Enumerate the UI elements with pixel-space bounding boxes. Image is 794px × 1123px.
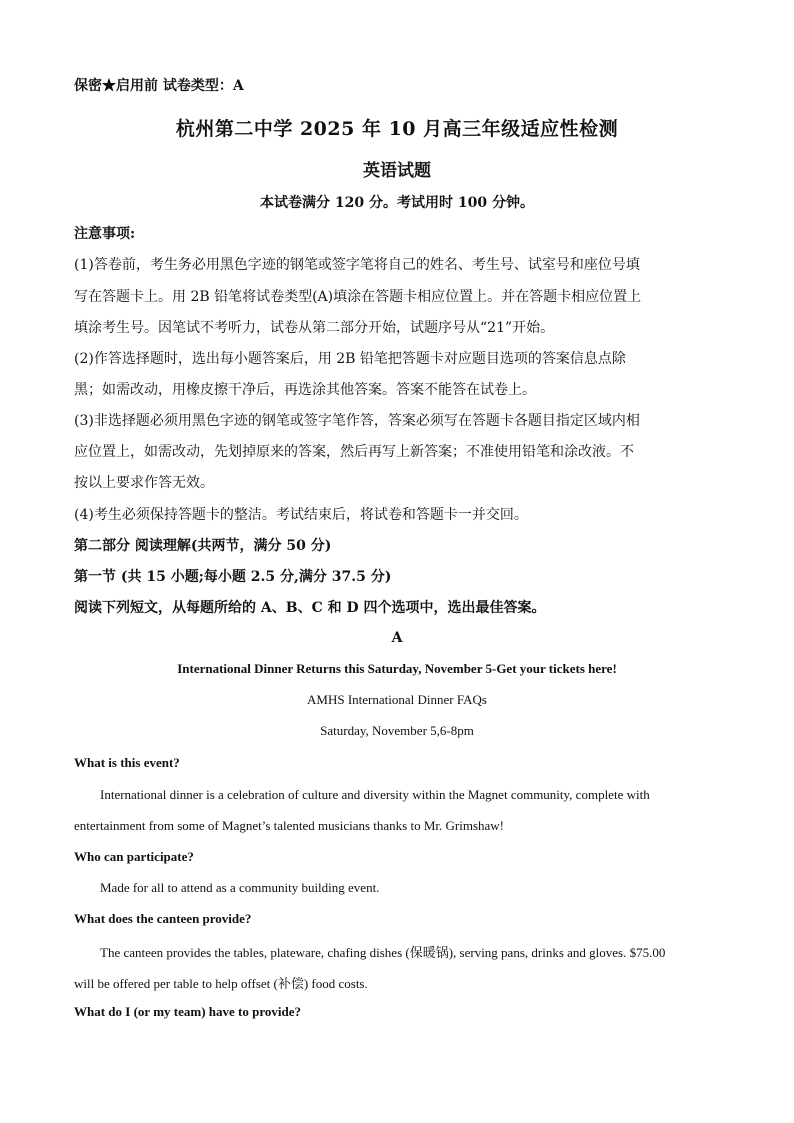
confidential-label: 保密★启用前 试卷类型：A	[74, 78, 244, 94]
exam-title: 杭州第二中学 2025 年 10 月高三年级适应性检测	[175, 118, 619, 140]
faq-answer-line: The canteen provides the tables, plateware, chafing dishes (保暖锅), serving pans, drinks and gloves. $75.00	[100, 945, 666, 960]
passage-label: A	[391, 630, 403, 646]
notes-line: 按以上要求作答无效。	[74, 475, 214, 491]
faq-question: What do I (or my team) have to provide?	[74, 1004, 302, 1019]
event-name: AMHS International Dinner FAQs	[307, 692, 487, 707]
exam-info: 本试卷满分 120 分。考试用时 100 分钟。	[260, 195, 534, 211]
notes-line: (1)答卷前，考生务必用黑色字迹的钢笔或签字笔将自己的姓名、考生号、试室号和座位号填	[74, 257, 640, 273]
notes-line: 应位置上，如需改动，先划掉原来的答案，然后再写上新答案；不准使用铅笔和涂改液。不	[74, 444, 634, 460]
notes-line: 写在答题卡上。用 2B 铅笔将试卷类型(A)填涂在答题卡相应位置上。并在答题卡相应位置上	[74, 289, 642, 305]
section-sub-heading: 第一节 (共 15 小题;每小题 2.5 分,满分 37.5 分)	[74, 569, 392, 585]
faq-answer-line: International dinner is a celebration of culture and diversity within the Magnet community, complete with	[100, 787, 650, 802]
faq-question: What is this event?	[74, 755, 180, 770]
subject-title: 英语试题	[363, 161, 431, 181]
notes-heading: 注意事项:	[74, 226, 136, 242]
section-instruction: 阅读下列短文，从每题所给的 A、B、C 和 D 四个选项中，选出最佳答案。	[74, 600, 546, 616]
section-part-heading: 第二部分 阅读理解(共两节，满分 50 分)	[74, 538, 332, 554]
notes-line: 填涂考生号。因笔试不考听力，试卷从第二部分开始，试题序号从“21”开始。	[74, 320, 555, 336]
faq-answer-line: Made for all to attend as a community building event.	[100, 880, 380, 895]
notes-line: (2)作答选择题时，选出每小题答案后，用 2B 铅笔把答题卡对应题目选项的答案信息点除	[74, 351, 626, 367]
faq-question: Who can participate?	[74, 849, 194, 864]
passage-headline: International Dinner Returns this Saturday, November 5-Get your tickets here!	[177, 661, 617, 676]
notes-line: (4)考生必须保持答题卡的整洁。考试结束后，将试卷和答题卡一并交回。	[74, 507, 528, 523]
faq-answer-line: will be offered per table to help offset (补偿) food costs.	[74, 976, 368, 991]
faq-answer-line: entertainment from some of Magnet’s talented musicians thanks to Mr. Grimshaw!	[74, 818, 504, 833]
event-time: Saturday, November 5,6-8pm	[320, 723, 474, 738]
notes-line: 黑；如需改动，用橡皮擦干净后，再选涂其他答案。答案不能答在试卷上。	[74, 382, 536, 398]
faq-question: What does the canteen provide?	[74, 911, 252, 926]
notes-line: (3)非选择题必须用黑色字迹的钢笔或签字笔作答，答案必须写在答题卡各题目指定区域内相	[74, 413, 640, 429]
